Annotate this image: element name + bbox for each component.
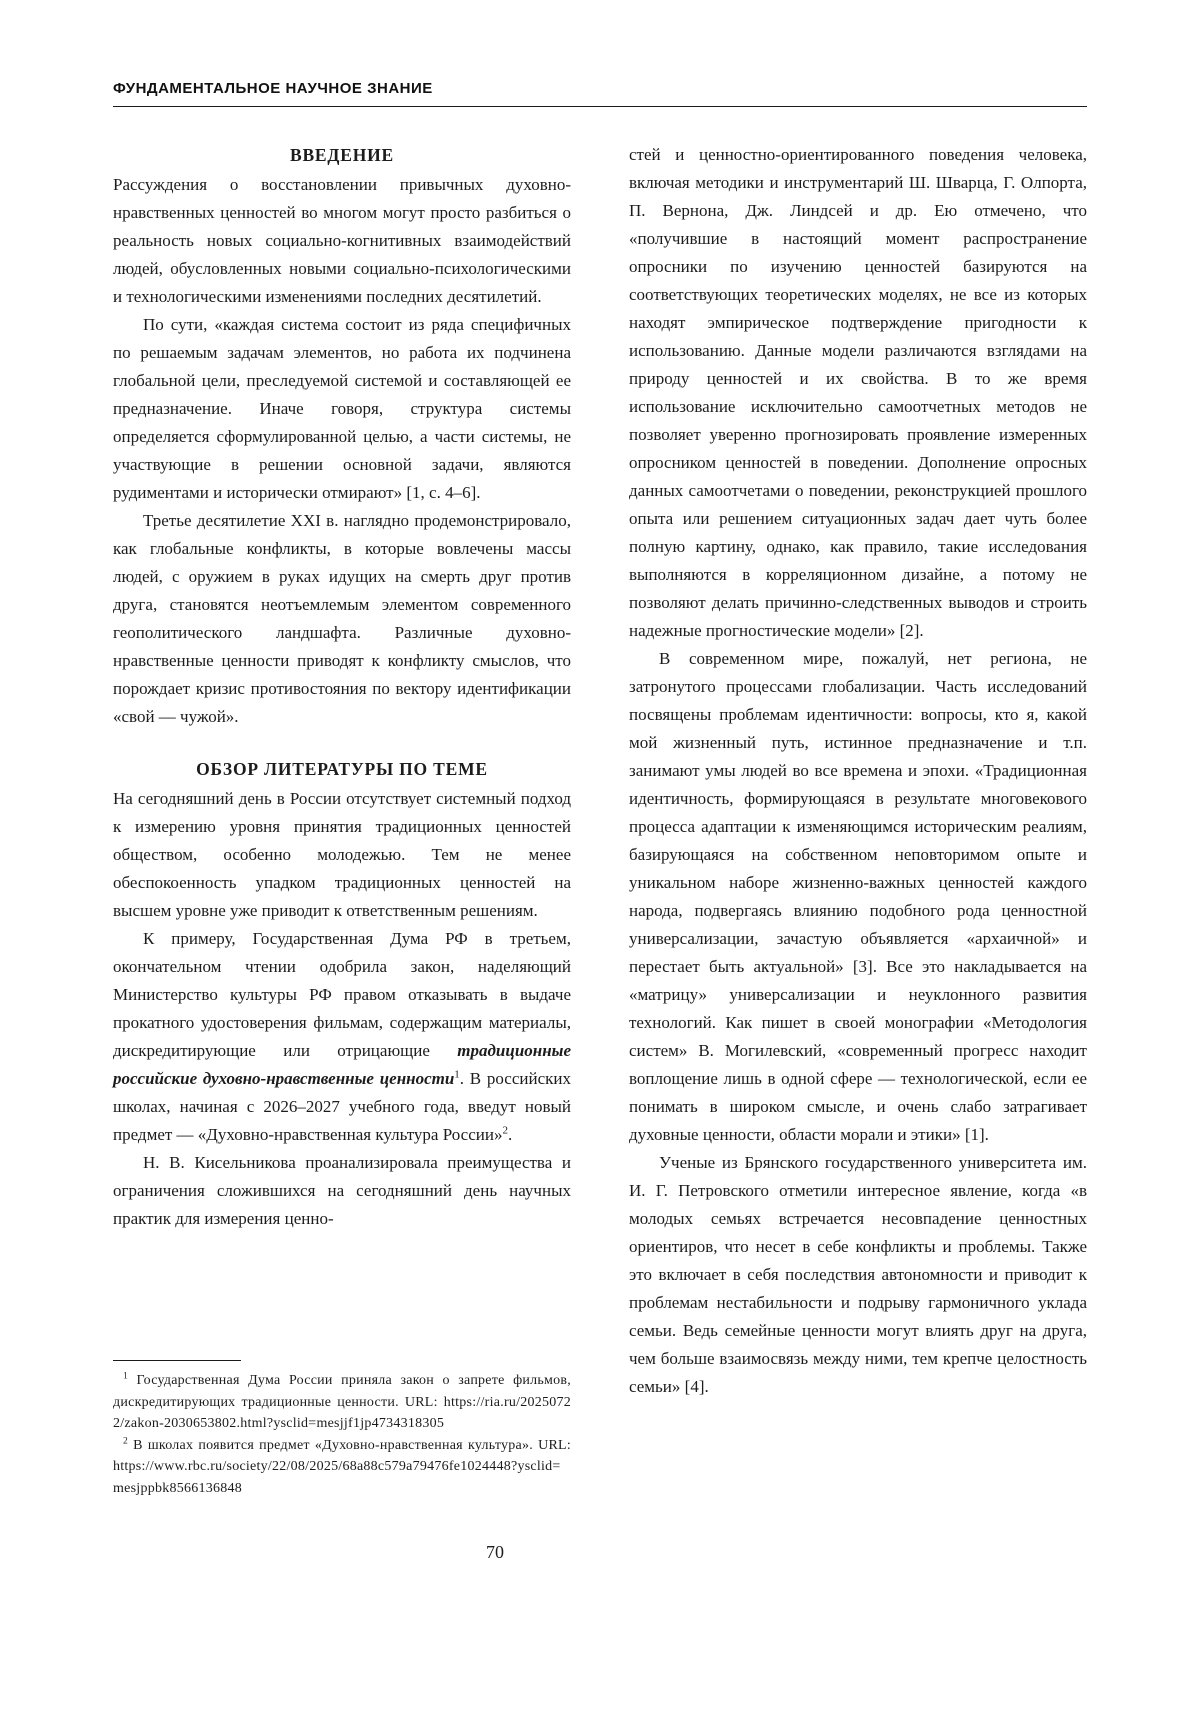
paragraph: В современном мире, пожалуй, нет региона, не затронутого процессами глобализации. Часть исследований посвящены проблемам идентичности: вопросы, кто я, какой мой жизненный путь, истинное предназначение и т.п. занимают умы людей во все времена и эпохи. «Традиционная идентичность, формирующаяся в результате многовекового процесса адаптации к изменяющимся историческим реалиям, базирующаяся на собственном неповторимом опыте и уникальном наборе жизненно-важных ценностей каждого народа, подвергаясь влиянию подобного рода ценностной универсализации, зачастую объявляется «архаичной» и перестает быть актуальной» [3]. Все это накладывается на «матрицу» универсализации и неуклонного развития технологий. Как пишет в своей монографии «Методология систем» В. Могилевский, «современный прогресс находит воплощение лишь в одной сфере — технологической, если ее понимать в широком смысле, и очень слабо затрагивает духовные ценности, области морали и этики» [1].	[629, 649, 1087, 1144]
footnote-ref-1: 1	[454, 1068, 460, 1081]
right-column	[629, 141, 1087, 1499]
law-text-before: К примеру, Государственная Дума РФ в третьем, окончательном чтении одобрила закон, наделяющий Министерство культуры РФ правом отказывать в выдаче прокатного удостоверения фильмам, содержащим материалы, дискредитирующие или отрицающие	[113, 929, 571, 1060]
footnote-1-url: https://ria.ru/20250722/zakon-2030653802.html?ysclid=mesjjf1jp4734318305	[113, 1394, 571, 1431]
footnote-rule	[113, 1360, 241, 1361]
footnote-1	[113, 1370, 571, 1435]
paragraph: Ученые из Брянского государственного университета им. И. Г. Петровского отметили интересное явление, когда «в молодых семьях встречается несовпадение ценностных ориентиров, что несет в себе конфликты и проблемы. Также это включает в себя последствия автономности и приводит к проблемам нестабильности и подрыву гармоничного уклада семьи. Ведь семейные ценности могут влиять друг на друга, чем больше взаимосвязь между ними, тем крепче целостность семьи» [4].	[629, 1153, 1087, 1396]
law-text-middle: . В российских школах, начиная с 2026–2027 учебного года, введут новый предмет — «Духовно-нравственная культура России»	[113, 1069, 571, 1144]
paragraph: На сегодняшний день в России отсутствует системный подход к измерению уровня принятия традиционных ценностей обществом, особенно молодежью. Тем не менее обеспокоенность упадком традиционных ценностей на высшем уровне уже приводит к ответственным решениям.	[113, 789, 571, 920]
left-column	[113, 141, 571, 1499]
footnote-2-marker: 2	[123, 1435, 128, 1446]
paragraph-law	[113, 925, 571, 1149]
footnote-2-url: https://www.rbc.ru/society/22/08/2025/68a88c579a79476fe1024448?ysclid=mesjppbk8566136848	[113, 1459, 561, 1496]
paragraph: По сути, «каждая система состоит из ряда специфичных по решаемым задачам элементов, но работа их подчинена глобальной цели, преследуемой системой и составляющей ее предназначение. Иначе говоря, структура системы определяется сформулированной целью, а части системы, не участвующие в решении основной задачи, являются рудиментами и исторически отмирают» [1, с. 4–6].	[113, 315, 571, 502]
paragraph: Рассуждения о восстановлении привычных духовно-нравственных ценностей во многом могут просто разбиться о реальность новых социально-когнитивных взаимодействий людей, обусловленных новыми социально-психологическими и технологическими изменениями последних десятилетий.	[113, 175, 571, 306]
footnotes-block	[113, 1354, 571, 1499]
footnote-1-text: Государственная Дума России приняла закон о запрете фильмов, дискредитирующих традиционные ценности. URL:	[113, 1373, 571, 1410]
running-head: ФУНДАМЕНТАЛЬНОЕ НАУЧНОЕ ЗНАНИЕ	[113, 80, 433, 97]
page-number: 70	[486, 1542, 504, 1562]
law-text-after: .	[507, 1125, 513, 1144]
paragraph: Третье десятилетие XXI в. наглядно продемонстрировало, как глобальные конфликты, в которые вовлечены массы людей, с оружием в руках идущих на смерть друг против друга, становятся неотъемлемым элементом современного геополитического ландшафта. Различные духовно-нравственные ценности приводят к конфликту смыслов, что порождает кризис противостояния по вектору идентификации «свой — чужой».	[113, 511, 571, 726]
footnote-1-marker: 1	[123, 1371, 128, 1382]
section-title-literature-review: ОБЗОР ЛИТЕРАТУРЫ ПО ТЕМЕ	[196, 759, 488, 779]
paragraph: Н. В. Кисельникова проанализировала преимущества и ограничения сложившихся на сегодняшний день научных практик для измерения ценно-	[113, 1153, 571, 1228]
law-emphasis: традиционные российские духовно-нравственные ценности	[113, 1041, 571, 1088]
paragraph: стей и ценностно-ориентированного поведения человека, включая методики и инструментарий Ш. Шварца, Г. Олпорта, П. Вернона, Дж. Линдсей и др. Ею отмечено, что «получившие в настоящий момент распространение опросники по изучению ценностей базируются на соответствующих теоретических моделях, не все из которых находят эмпирическое подтверждение пригодности к использованию. Данные модели различаются взглядами на природу ценностей и их свойства. В то же время использование исключительно самоотчетных методов не позволяет уверенно прогнозировать проявление измеренных опросником ценностей в поведении. Дополнение опросных данных самоотчетами о поведении, реконструкцией прошлого опыта или решением ситуационных задач дает чуть более полную картину, однако, как правило, такие исследования выполняются в корреляционном дизайне, а потому не позволяют делать причинно-следственных выводов и строить надежные прогностические модели» [2].	[629, 145, 1087, 640]
two-column-layout	[113, 141, 1087, 1499]
section-title-introduction: ВВЕДЕНИЕ	[289, 145, 395, 165]
footnote-ref-2: 2	[502, 1124, 508, 1137]
header-rule	[113, 106, 1087, 107]
footnote-2-text: В школах появится предмет «Духовно-нравственная культура». URL:	[133, 1437, 571, 1453]
footnote-2	[113, 1435, 571, 1500]
